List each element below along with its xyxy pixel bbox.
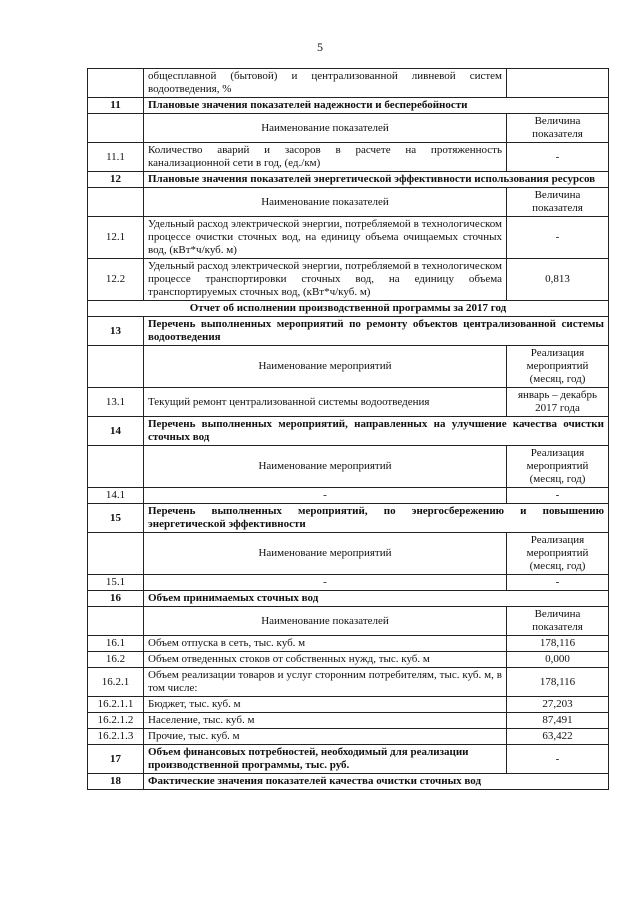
row-name: - xyxy=(144,575,507,591)
row-value: 178,116 xyxy=(507,668,609,697)
row-name: Объем отведенных стоков от собственных нужд, тыс. куб. м xyxy=(144,652,507,668)
row-number: 16.1 xyxy=(88,636,144,652)
row-name: Удельный расход электрической энергии, потребляемой в технологическом процессе транспортировки сточных вод, на единицу объема транспортируемых сточных вод, (кВт*ч/куб. м) xyxy=(144,259,507,301)
column-header-value: Реализация мероприятий (месяц, год) xyxy=(507,346,609,388)
column-header-name: Наименование мероприятий xyxy=(144,446,507,488)
table-row xyxy=(88,652,609,668)
row-value: - xyxy=(507,488,609,504)
section-17-row xyxy=(88,745,609,774)
column-header-row xyxy=(88,346,609,388)
table-row xyxy=(88,575,609,591)
page-number: 5 xyxy=(317,40,323,54)
column-header-row xyxy=(88,446,609,488)
section-12-header xyxy=(88,172,609,188)
column-header-name: Наименование показателей xyxy=(144,114,507,143)
table-row xyxy=(88,697,609,713)
table-row xyxy=(88,729,609,745)
table-row xyxy=(88,488,609,504)
table-row xyxy=(88,668,609,697)
indicators-table xyxy=(87,68,609,790)
row-number: 16.2.1.3 xyxy=(88,729,144,745)
row-value: 178,116 xyxy=(507,636,609,652)
row-name: Население, тыс. куб. м xyxy=(144,713,507,729)
row-value: - xyxy=(507,575,609,591)
section-number: 17 xyxy=(88,745,144,774)
column-header-row xyxy=(88,607,609,636)
row-name: Удельный расход электрической энергии, потребляемой в технологическом процессе очистки сточных вод, на единицу объема очищаемых сточных вод, (кВт*ч/куб. м) xyxy=(144,217,507,259)
row-value: 63,422 xyxy=(507,729,609,745)
report-title-row xyxy=(88,301,609,317)
row-number: 14.1 xyxy=(88,488,144,504)
section-number: 14 xyxy=(88,417,144,446)
row-name: Прочие, тыс. куб. м xyxy=(144,729,507,745)
section-16-header xyxy=(88,591,609,607)
row-name: - xyxy=(144,488,507,504)
row-value: - xyxy=(507,217,609,259)
column-header-name: Наименование мероприятий xyxy=(144,533,507,575)
section-title: Объем принимаемых сточных вод xyxy=(144,591,609,607)
section-title: Перечень выполненных мероприятий, направленных на улучшение качества очистки сточных вод xyxy=(144,417,609,446)
report-title: Отчет об исполнении производственной программы за 2017 год xyxy=(88,301,609,317)
row-name: Объем реализации товаров и услуг сторонним потребителям, тыс. куб. м, в том числе: xyxy=(144,668,507,697)
column-header-value: Реализация мероприятий (месяц, год) xyxy=(507,533,609,575)
section-14-header xyxy=(88,417,609,446)
section-title: Плановые значения показателей энергетической эффективности использования ресурсов xyxy=(144,172,609,188)
table-row xyxy=(88,69,609,98)
table-row xyxy=(88,713,609,729)
section-title: Перечень выполненных мероприятий, по энергосбережению и повышению энергетической эффективности xyxy=(144,504,609,533)
row-value: - xyxy=(507,745,609,774)
row-name: Объем отпуска в сеть, тыс. куб. м xyxy=(144,636,507,652)
row-number: 16.2.1 xyxy=(88,668,144,697)
column-header-name: Наименование показателей xyxy=(144,188,507,217)
section-number: 18 xyxy=(88,774,144,790)
row-value: 27,203 xyxy=(507,697,609,713)
table-row xyxy=(88,143,609,172)
row-number: 12.2 xyxy=(88,259,144,301)
column-header-value: Величина показателя xyxy=(507,607,609,636)
section-number: 13 xyxy=(88,317,144,346)
row-name: Текущий ремонт централизованной системы водоотведения xyxy=(144,388,507,417)
section-18-header xyxy=(88,774,609,790)
column-header-name: Наименование показателей xyxy=(144,607,507,636)
table-row xyxy=(88,217,609,259)
section-15-header xyxy=(88,504,609,533)
table-row xyxy=(88,388,609,417)
section-13-header xyxy=(88,317,609,346)
section-number: 15 xyxy=(88,504,144,533)
row-name: Бюджет, тыс. куб. м xyxy=(144,697,507,713)
production-program-table xyxy=(87,68,608,790)
row-number: 15.1 xyxy=(88,575,144,591)
row-number: 16.2.1.2 xyxy=(88,713,144,729)
row-number: 16.2 xyxy=(88,652,144,668)
table-row xyxy=(88,636,609,652)
row-number: 12.1 xyxy=(88,217,144,259)
column-header-value: Величина показателя xyxy=(507,114,609,143)
row-number: 11.1 xyxy=(88,143,144,172)
column-header-row xyxy=(88,114,609,143)
row-value: 87,491 xyxy=(507,713,609,729)
section-title: Плановые значения показателей надежности и бесперебойности xyxy=(144,98,609,114)
row-number: 16.2.1.1 xyxy=(88,697,144,713)
section-number: 11 xyxy=(88,98,144,114)
column-header-value: Величина показателя xyxy=(507,188,609,217)
row-value xyxy=(507,69,609,98)
section-number: 16 xyxy=(88,591,144,607)
section-number: 12 xyxy=(88,172,144,188)
column-header-row xyxy=(88,533,609,575)
section-11-header xyxy=(88,98,609,114)
section-title: Перечень выполненных мероприятий по ремонту объектов централизованной системы водоотведения xyxy=(144,317,609,346)
row-name: Количество аварий и засоров в расчете на протяженность канализационной сети в год, (ед./км) xyxy=(144,143,507,172)
section-title: Объем финансовых потребностей, необходимый для реализации производственной программы, тыс. руб. xyxy=(144,745,507,774)
row-name: общесплавной (бытовой) и централизованной ливневой систем водоотведения, % xyxy=(144,69,507,98)
row-number: 13.1 xyxy=(88,388,144,417)
row-value: 0,000 xyxy=(507,652,609,668)
row-value: январь – декабрь 2017 года xyxy=(507,388,609,417)
section-title: Фактические значения показателей качества очистки сточных вод xyxy=(144,774,609,790)
column-header-name: Наименование мероприятий xyxy=(144,346,507,388)
row-value: - xyxy=(507,143,609,172)
column-header-row xyxy=(88,188,609,217)
table-row xyxy=(88,259,609,301)
column-header-value: Реализация мероприятий (месяц, год) xyxy=(507,446,609,488)
row-value: 0,813 xyxy=(507,259,609,301)
